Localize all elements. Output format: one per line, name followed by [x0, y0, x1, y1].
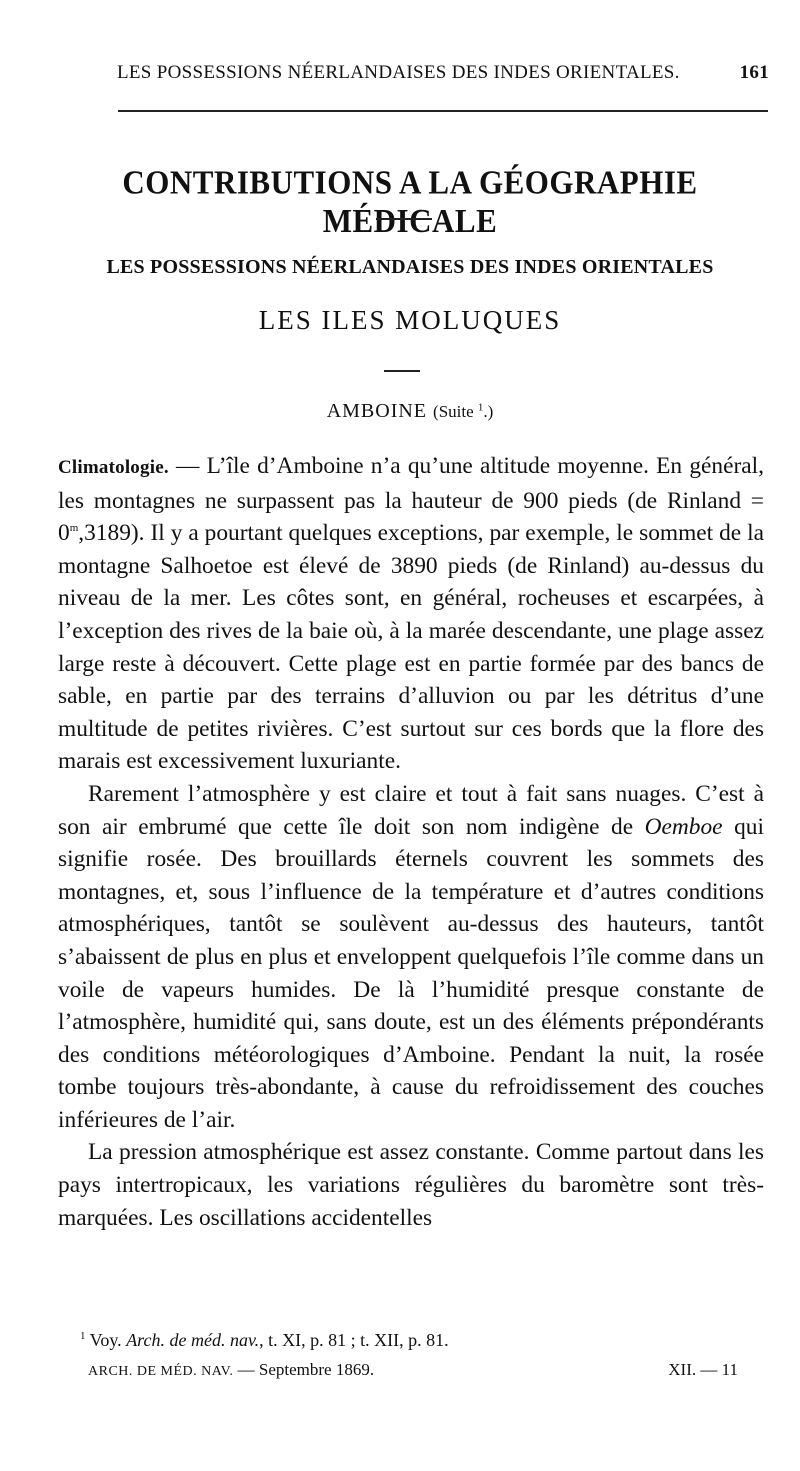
paragraph — [58, 1136, 764, 1234]
paragraph-text: — L’île d’Amboine n’a qu’une altitude moyenne. En général, les montagnes ne surpassent pas la hauteur de 900 pieds (de Rinland = 0 — [58, 453, 764, 547]
footnote-marker: 1 — [80, 1330, 86, 1342]
paragraph-text: qui signifie rosée. Des brouillards éternels couvrent les sommets des montagnes, et, sous l’influence de la température et d’autres conditions atmosphériques, tantôt se soulèvent au-dessus des hauteurs, tantôt s’abaissent de plus en plus et enveloppent quelquefois l’île comme dans un voile de vapeurs humides. De là l’humidité presque constante de l’atmosphère, humidité qui, sans doute, est un des éléments prépondérants des conditions météorologiques d’Amboine. Pendant la nuit, la rosée tombe toujours très-abondante, à cause du refroidissement des couches inférieures de l’air. — [58, 813, 764, 1133]
footnote-journal: Arch. de méd. nav. — [126, 1330, 260, 1350]
part-name: AMBOINE — [326, 400, 428, 422]
header-rule — [118, 110, 768, 112]
footnote-prefix: Voy. — [85, 1330, 127, 1350]
paragraph-text: ,3189). Il y a pourtant quelques exceptions, par exemple, le sommet de la montagne Salhoetoe est élevé de 3890 pieds (de Rinland) au-dessus du niveau de la mer. Les côtes sont, en général, rocheuses et escarpées, à l’exception des rives de la baie où, à la marée descendante, une plage assez large reste à découvert. Cette plage est en partie formée par des bancs de sable, en partie par des terrains d’alluvion ou par les détritus d’une multitude de petites rivières. C’est surtout sur ces bords que la flore des marais est excessivement luxuriante. — [58, 520, 764, 775]
paragraph — [58, 450, 764, 778]
footer-journal: ARCH. DE MÉD. NAV. — [88, 1364, 234, 1379]
page-number: 161 — [739, 62, 769, 83]
footnote-refs: , t. XI, p. 81 ; t. XII, p. 81. — [259, 1330, 449, 1350]
suite-label: (Suite — [433, 402, 474, 421]
running-head — [117, 62, 769, 86]
section-divider — [384, 370, 420, 372]
paragraph — [58, 778, 764, 1137]
paragraph-text: Rarement l’atmosphère y est claire et tout à fait sans nuages. C’est à son air embrumé que cette île doit son nom indigène de — [58, 780, 764, 840]
title-divider — [376, 218, 432, 220]
footer-dash: — — [233, 1360, 259, 1379]
footer-date: Septembre 1869. — [258, 1360, 375, 1379]
unit-superscript: m — [69, 522, 79, 535]
section-title: LES ILES MOLUQUES — [258, 305, 562, 335]
paragraph-text: La pression atmosphérique est assez constante. Comme partout dans les pays intertropicaux, les variations régulières du baromètre sont très-marquées. Les oscillations accidentelles — [58, 1139, 764, 1231]
suite-close: .) — [483, 402, 494, 421]
part-title — [60, 400, 760, 423]
running-title: LES POSSESSIONS NÉERLANDAISES DES INDES ORIENTALES. — [117, 62, 680, 83]
page-footer — [88, 1360, 738, 1384]
italic-term: Oemboe — [644, 813, 723, 840]
subtitle: LES POSSESSIONS NÉERLANDAISES DES INDES ORIENTALES — [106, 256, 714, 278]
footer-right: XII. — 11 — [668, 1360, 738, 1379]
part-suite — [433, 402, 493, 421]
main-title: CONTRIBUTIONS A LA GÉOGRAPHIE MÉDICALE — [122, 163, 698, 240]
footnote — [80, 1330, 760, 1351]
footer-left — [88, 1360, 374, 1380]
paragraph-lead: Climatologie. — [58, 457, 169, 478]
body-text — [58, 450, 764, 1234]
footnote-ref[interactable]: 1 — [477, 401, 484, 414]
